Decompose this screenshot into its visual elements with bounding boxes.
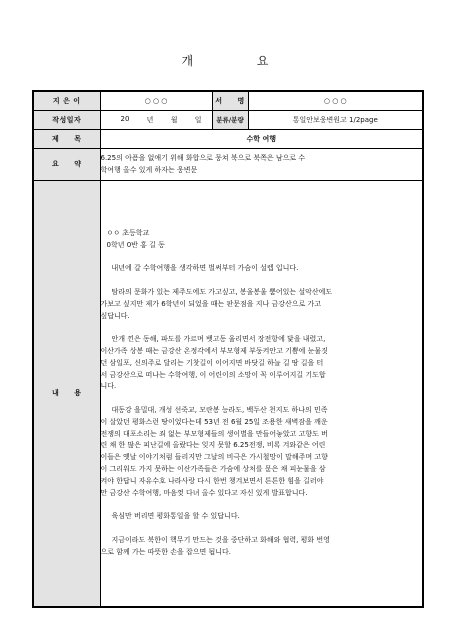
subject-row — [33, 129, 423, 148]
author-value: ○ ○ ○ — [100, 91, 212, 110]
subject-value: 수학 여행 — [100, 129, 423, 148]
author-label: 지 은 이 — [33, 91, 100, 110]
date-year-unit: 년 — [146, 115, 154, 124]
paragraph-line: 안개 낀은 동해, 파도를 가르며 뱃고동 울리면서 장전항에 닻을 내렸고, — [111, 335, 326, 344]
paragraph-line: 니다. — [100, 382, 117, 391]
paragraph-line: 싶답니다. — [100, 311, 130, 320]
summary-text — [100, 148, 423, 180]
overview-form-table — [32, 90, 424, 608]
paragraph-line: 이들은 옛날 이야기처럼 들리지만 그날의 비극은 가시철망이 말해주며 고향 — [100, 453, 328, 462]
paragraph-line: 서 금강산으로 떠나는 수학여행, 이 어린이의 소망이 꼭 이루어지길 기도합 — [100, 370, 326, 379]
signature-label: 서 명 — [212, 91, 248, 110]
paragraph-line: 이 살았던 평화스런 땅이었다는데 53년 전 6월 25일 조용한 새벽잠을 깨운 — [100, 417, 328, 426]
paragraph-line: 전쟁의 대포소리는 죄 없는 부모형제들의 생이별을 만들어놓았고 고향도 버 — [100, 429, 328, 438]
content-body — [100, 180, 423, 607]
summary-row — [33, 148, 423, 180]
paragraph-line: 던 삼일포, 신의주로 달리는 기찻길이 이어지면 바닷길 하늘 길 땅 길을 터 — [100, 358, 324, 367]
paragraph-line: 이 그리워도 가지 못하는 이산가족들은 가슴에 상처를 묻은 채 피눈물을 삼 — [100, 465, 326, 474]
author-row — [33, 91, 423, 110]
school-line: ㅇㅇ 초등학교 — [106, 229, 150, 238]
content-row — [33, 180, 423, 607]
category-label: 분류/분량 — [212, 110, 248, 129]
paragraph-line: 지금이라도 북한이 핵무기 만드는 것을 중단하고 화해와 협력, 평화 번영 — [111, 535, 330, 544]
subject-label: 제 목 — [33, 129, 100, 148]
summary-label: 요 약 — [33, 148, 100, 180]
page-title: 개 요 — [181, 54, 299, 68]
paragraph-line: 이산가족 상봉 때는 금강산 온정각에서 부모형제 부둥켜안고 기쁨에 눈물짓 — [100, 347, 328, 356]
paragraph-line: 대동강 을밀대, 개성 선죽교, 모란봉 능라도, 백두산 천지도 하나의 민족 — [111, 406, 328, 415]
paragraph-line: 켜야 한답니 자유수호 나라사랑 다시 한번 챙겨보면서 튼튼한 힘을 길러야 — [100, 476, 324, 485]
paragraph-line: 육심만 버리면 평화통일을 할 수 있답니다. — [111, 512, 240, 521]
paragraph-line: 린 채 한 많은 피난길에 올랐다는 잊지 못할 6.25전쟁, 비록 겨와같은 어린 — [100, 441, 326, 450]
date-month-unit: 월 — [170, 115, 178, 124]
signature-value: ○ ○ ○ — [248, 91, 423, 110]
summary-line: 6.25의 아픔을 없애기 위해 화합으로 뭉쳐 북으로 북쪽은 남으로 수 — [100, 154, 306, 162]
student-line: 0학년 0반 홍 길 동 — [106, 240, 165, 249]
paragraph-line: 만 금강산 수학여행, 마음껏 다녀 올수 있다고 자신 있게 발표합니다. — [100, 488, 308, 497]
date-label: 작성일자 — [33, 110, 100, 129]
paragraph-line: 으로 함께 가는 따뜻한 손을 잡으면 됩니다. — [100, 547, 232, 556]
paragraph-line: 가보고 싶지만 제가 6학년이 되었을 때는 판문점을 지나 금강산으로 가고 — [100, 299, 322, 308]
date-day-unit: 일 — [194, 115, 202, 124]
content-label: 내 용 — [33, 180, 100, 607]
paragraph-line: 내년에 갈 수학여행을 생각하면 벌써부터 가슴이 설렙 입니다. — [111, 264, 299, 273]
date-value — [100, 110, 212, 129]
category-value: 통일안보웅변원고 1/2page — [248, 110, 423, 129]
date-row — [33, 110, 423, 129]
date-year: 20 — [120, 114, 130, 123]
paragraph-line: 탐라의 문화가 있는 제주도에도 가고싶고, 봉울봉울 뿜어있는 설악산에도 — [111, 288, 333, 297]
summary-line: 학여행 올수 있게 하자는 웅변문 — [100, 166, 198, 174]
